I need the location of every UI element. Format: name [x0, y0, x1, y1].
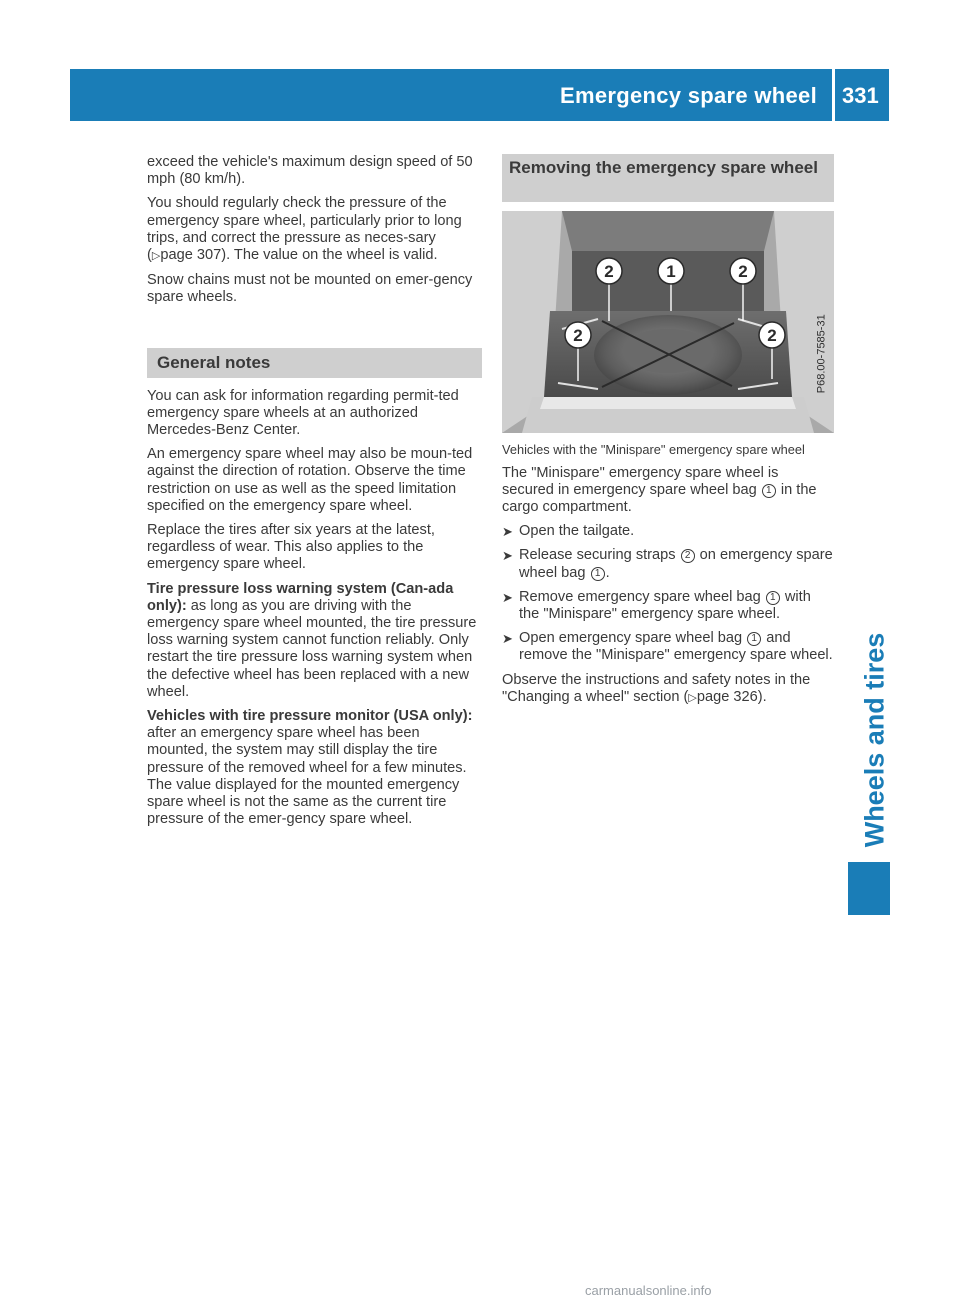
usa-paragraph: Vehicles with tire pressure monitor (USA only): after an emergency spare wheel has been mounted, the system may still display the tire pressure of the removed wheel for a few minutes. The value displayed for the mounted emergency spare wheel is not the same as the current tire pressure of the emer-gency spare wheel. [147, 708, 473, 828]
right-column [502, 154, 834, 714]
callout-1 [658, 258, 684, 284]
canada-paragraph: Tire pressure loss warning system (Can-ada only): as long as you are driving with the emergency spare wheel mounted, the tire pressure loss warning system cannot function reliably. Only restart the tire pressure loss warning system when the defective wheel has been replaced with a new wheel. [147, 580, 477, 700]
arrow-right-icon: ➤ [502, 524, 513, 540]
callout-ref-1: 1 [747, 632, 761, 646]
step-item: ➤ Remove emergency spare wheel bag 1 with the "Minispare" emergency spare wheel. [502, 588, 811, 622]
page-title: Emergency spare wheel [560, 83, 817, 108]
page-ref-link[interactable]: page 326 [696, 688, 758, 705]
step-item: ➤ Open emergency spare wheel bag 1 and remove the "Minispare" emergency spare wheel. [502, 630, 833, 664]
intro-paragraph: exceed the vehicle's maximum design speed of 50 mph (80 km/h). [147, 154, 473, 188]
left-column [147, 154, 482, 836]
removing-intro: The "Minispare" emergency spare wheel is secured in emergency spare wheel bag 1 in the cargo compartment. [502, 464, 817, 515]
image-caption: Vehicles with the "Minispare" emergency spare wheel [502, 442, 805, 457]
image-code: P68.00-7585-31 [815, 314, 828, 393]
chapter-tab-marker [848, 862, 890, 915]
usa-label: Vehicles with tire pressure monitor (USA only): [147, 708, 473, 725]
canada-label: Tire pressure loss warning system (Can-ada only): [147, 580, 454, 614]
step-item: ➤ Release securing straps 2 on emergency spare wheel bag 1 . [502, 547, 833, 581]
page-reference-icon: ▷ [688, 691, 697, 704]
arrow-right-icon: ➤ [502, 548, 513, 564]
notes-paragraph: You can ask for information regarding permit-ted emergency spare wheels at an authorized Mercedes-Benz Center. [147, 387, 459, 439]
callout-ref-1: 1 [591, 567, 605, 581]
pressure-paragraph: You should regularly check the pressure of the emergency spare wheel, particularly prior to long trips, and correct the pressure as neces-sary (▷page 307). The value on the wheel is valid. [147, 195, 462, 264]
header-divider [832, 69, 835, 121]
notes-paragraph: An emergency spare wheel may also be moun-ted against the direction of rotation. Observe the time restriction on use as well as the speed limitation specified on the emergency spare wheel. [147, 446, 473, 514]
svg-text:1: 1 [666, 262, 676, 281]
svg-text:2: 2 [604, 262, 614, 281]
arrow-right-icon: ➤ [502, 589, 513, 605]
watermark: carmanualsonline.info [585, 1283, 712, 1298]
callout-ref-1: 1 [766, 591, 780, 605]
chapter-tab-label: Wheels and tires [859, 632, 890, 848]
callout-2-top-left [596, 258, 622, 284]
arrow-right-icon: ➤ [502, 631, 513, 647]
svg-text:2: 2 [738, 262, 748, 281]
step-item: ➤ Open the tailgate. [502, 523, 635, 540]
svg-text:2: 2 [573, 326, 583, 345]
callout-ref-1: 1 [762, 484, 776, 498]
page-ref-link[interactable]: page 307 [160, 247, 222, 264]
section-heading-removing: Removing the emergency spare wheel [502, 154, 834, 202]
removing-outro: Observe the instructions and safety notes in the "Changing a wheel" section (▷page 326). [502, 671, 811, 705]
callout-ref-2: 2 [681, 549, 695, 563]
page-header [70, 69, 889, 121]
notes-paragraph: Replace the tires after six years at the latest, regardless of wear. This also applies to the emergency spare wheel. [147, 522, 435, 573]
snow-chains-paragraph: Snow chains must not be mounted on emer-gency spare wheels. [147, 272, 473, 306]
cargo-compartment-photo [502, 211, 834, 433]
svg-text:2: 2 [767, 326, 777, 345]
cargo-illustration [502, 211, 834, 433]
page-reference-icon: ▷ [151, 250, 161, 263]
callout-2-bottom-left [565, 322, 591, 348]
callout-2-top-right [730, 258, 756, 284]
section-heading-general-notes: General notes [147, 348, 482, 378]
page-number: 331 [842, 83, 879, 108]
callout-2-bottom-right [759, 322, 785, 348]
